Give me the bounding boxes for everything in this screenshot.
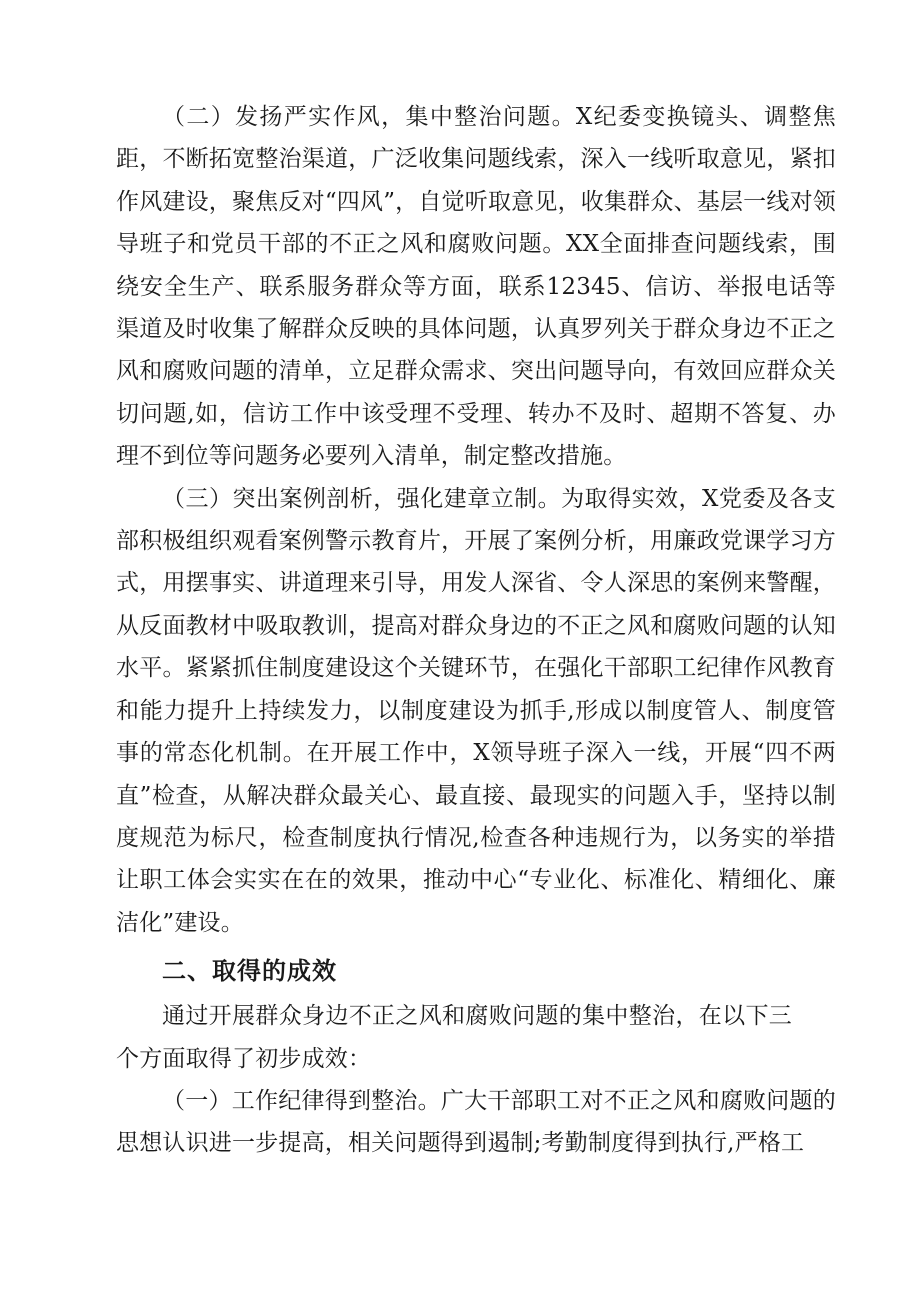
paragraph-work-discipline: （一）工作纪律得到整治。广大干部职工对不正之风和腐败问题的思想认识进一步提高，相关问题得到遏制;考勤制度得到执行,严格工 <box>116 1087 836 1157</box>
paragraph-rectify-problems: （二）发扬严实作风，集中整治问题。X纪委变换镜头、调整焦距，不断拓宽整治渠道，广泛收集问题线索，深入一线听取意见，紧扣作风建设，聚焦反对“四风”，自觉听取意见，收集群众、基层一线对领导班子和党员干部的不正之风和腐败问题。XX全面排查问题线索，围绕安全生产、联系服务群众等方面，联系12345、信访、举报电话等渠道及时收集了解群众反映的具体问题，认真罗列关于群众身边不正之风和腐败问题的清单，立足群众需求、突出问题导向，有效回应群众关切问题,如，信访工作中该受理不受理、转办不及时、超期不答复、办理不到位等问题务必要列入清单，制定整改措施。 <box>116 104 836 470</box>
document-page <box>116 96 836 1165</box>
paragraph-case-analysis: （三）突出案例剖析，强化建章立制。为取得实效，X党委及各支部积极组织观看案例警示教育片，开展了案例分析，用廉政党课学习方式，用摆事实、讲道理来引导，用发人深省、令人深思的案例来警醒，从反面教材中吸取教训，提高对群众身边的不正之风和腐败问题的认知水平。紧紧抓住制度建设这个关键环节，在强化干部职工纪律作风教育和能力提升上持续发力，以制度建设为抓手,形成以制度管人、制度管事的常态化机制。在开展工作中，X领导班子深入一线，开展“四不两直”检查，从解决群众最关心、最直接、最现实的问题入手，坚持以制度规范为标尺，检查制度执行情况,检查各种违规行为，以务实的举措让职工体会实实在在的效果，推动中心“专业化、标准化、精细化、廉洁化”建设。 <box>116 485 836 936</box>
paragraph-intro: 通过开展群众身边不正之风和腐败问题的集中整治，在以下三个方面取得了初步成效： <box>116 1003 792 1072</box>
section-heading: 二、取得的成效 <box>162 957 337 986</box>
